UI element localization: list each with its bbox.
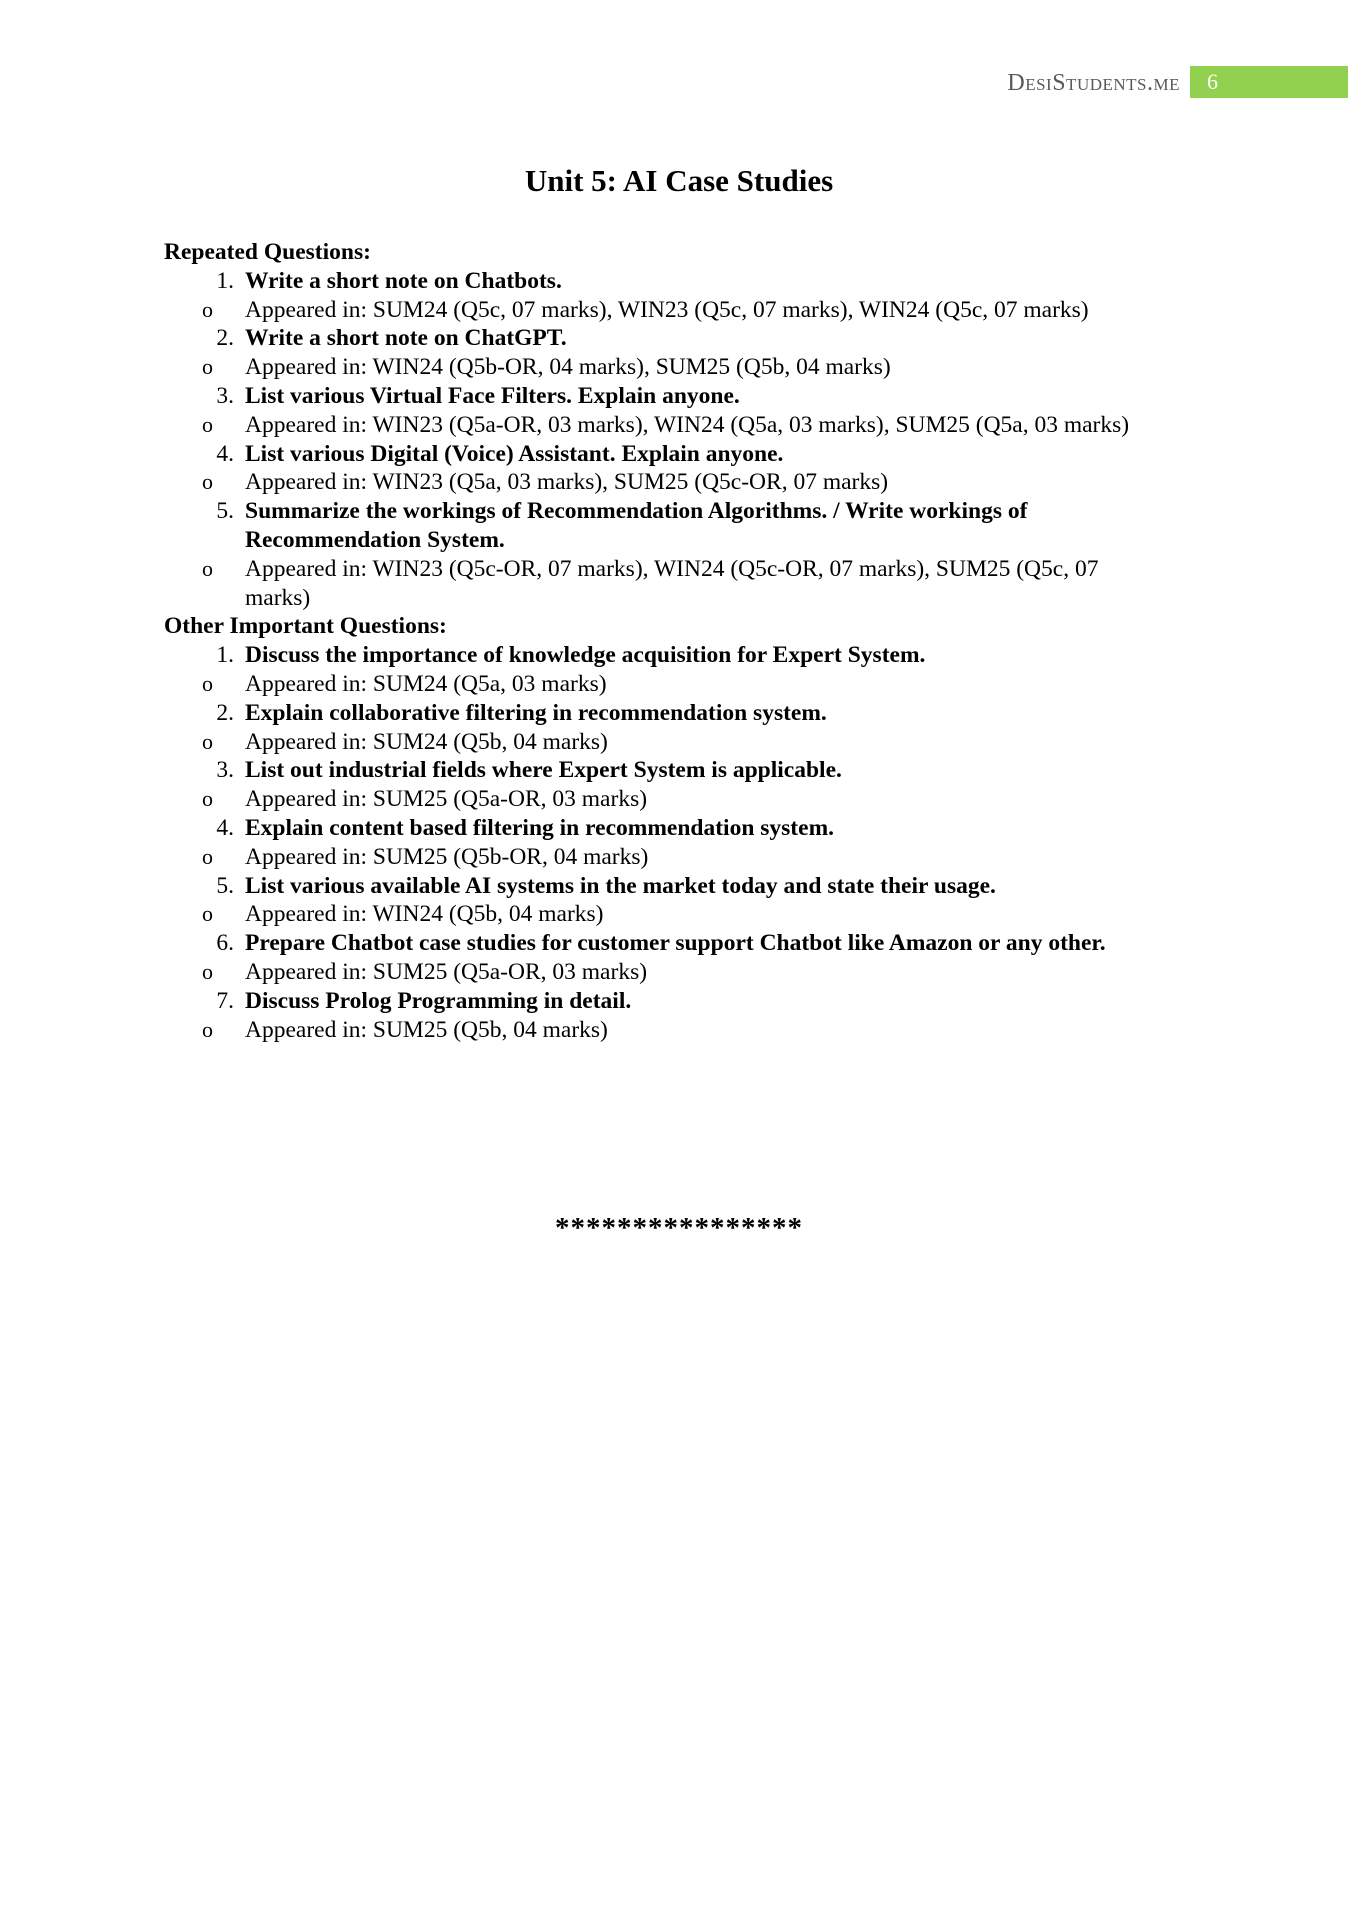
appeared-in-item <box>164 296 1184 325</box>
bullet-icon: o <box>202 843 213 869</box>
page-header <box>0 66 1358 100</box>
bullet-icon: o <box>202 411 213 437</box>
appeared-in-item <box>164 785 1184 814</box>
appeared-in-text: Appeared in: SUM25 (Q5b-OR, 04 marks) <box>245 843 649 870</box>
question-text: List various Virtual Face Filters. Explain anyone. <box>245 382 740 409</box>
question-list <box>164 267 1184 613</box>
appeared-in-item <box>164 411 1184 440</box>
bullet-icon: o <box>202 1016 213 1042</box>
question-text: Explain content based filtering in recommendation system. <box>245 814 835 841</box>
question-number: 3. <box>216 757 234 784</box>
bullet-icon: o <box>202 555 213 581</box>
bullet-icon: o <box>202 728 213 754</box>
question-item <box>164 440 1184 469</box>
page-number-badge: 6 <box>1190 66 1348 98</box>
section-other-important-questions <box>164 612 1184 1044</box>
question-list <box>164 641 1184 1044</box>
question-number: 2. <box>216 699 234 726</box>
appeared-in-text: Appeared in: WIN23 (Q5a, 03 marks), SUM25 (Q5c-OR, 07 marks) <box>245 469 889 496</box>
appeared-in-text: Appeared in: SUM25 (Q5a-OR, 03 marks) <box>245 786 648 813</box>
document-body <box>164 238 1184 1044</box>
question-item <box>164 987 1184 1016</box>
bullet-icon: o <box>202 958 213 984</box>
appeared-in-item <box>164 1016 1184 1045</box>
question-text: List out industrial fields where Expert System is applicable. <box>245 757 842 784</box>
question-item <box>164 497 1184 555</box>
question-item <box>164 756 1184 785</box>
question-text: Discuss Prolog Programming in detail. <box>245 987 632 1014</box>
question-item <box>164 267 1184 296</box>
bullet-icon: o <box>202 469 213 495</box>
bullet-icon: o <box>202 901 213 927</box>
question-item <box>164 382 1184 411</box>
question-number: 3. <box>216 382 234 409</box>
appeared-in-text: Appeared in: SUM24 (Q5a, 03 marks) <box>245 670 607 697</box>
appeared-in-item <box>164 353 1184 382</box>
appeared-in-item <box>164 900 1184 929</box>
section-repeated-questions <box>164 238 1184 612</box>
question-item <box>164 324 1184 353</box>
bullet-icon: o <box>202 670 213 696</box>
appeared-in-text: Appeared in: SUM24 (Q5b, 04 marks) <box>245 728 608 755</box>
appeared-in-item <box>164 670 1184 699</box>
appeared-in-text: Appeared in: SUM25 (Q5a-OR, 03 marks) <box>245 958 648 985</box>
appeared-in-text: Appeared in: WIN23 (Q5c-OR, 07 marks), WIN24 (Q5c-OR, 07 marks), SUM25 (Q5c, 07 marks) <box>245 555 1099 611</box>
appeared-in-text: Appeared in: WIN23 (Q5a-OR, 03 marks), WIN24 (Q5a, 03 marks), SUM25 (Q5a, 03 marks) <box>245 411 1130 438</box>
question-item <box>164 699 1184 728</box>
question-item <box>164 641 1184 670</box>
question-item <box>164 814 1184 843</box>
question-text: Explain collaborative filtering in recommendation system. <box>245 699 827 726</box>
appeared-in-item <box>164 728 1184 757</box>
question-text: Discuss the importance of knowledge acquisition for Expert System. <box>245 642 926 669</box>
appeared-in-item <box>164 958 1184 987</box>
appeared-in-text: Appeared in: SUM25 (Q5b, 04 marks) <box>245 1016 608 1043</box>
question-item <box>164 929 1184 958</box>
section-heading: Other Important Questions: <box>164 613 447 640</box>
appeared-in-item <box>164 468 1184 497</box>
appeared-in-text: Appeared in: WIN24 (Q5b, 04 marks) <box>245 901 604 928</box>
question-number: 4. <box>216 440 234 467</box>
question-text: Prepare Chatbot case studies for customer support Chatbot like Amazon or any other. <box>245 930 1106 957</box>
question-number: 5. <box>216 872 234 899</box>
question-number: 5. <box>216 498 234 525</box>
question-number: 7. <box>216 987 234 1014</box>
question-number: 1. <box>216 267 234 294</box>
question-text: List various Digital (Voice) Assistant. Explain anyone. <box>245 440 784 467</box>
question-text: Write a short note on ChatGPT. <box>245 325 567 352</box>
end-separator: **************** <box>555 1212 803 1244</box>
question-number: 1. <box>216 642 234 669</box>
question-number: 2. <box>216 325 234 352</box>
appeared-in-item <box>164 843 1184 872</box>
question-text: List various available AI systems in the market today and state their usage. <box>245 872 996 899</box>
bullet-icon: o <box>202 296 213 322</box>
appeared-in-item <box>164 555 1184 613</box>
question-item <box>164 872 1184 901</box>
page-title: Unit 5: AI Case Studies <box>524 163 834 198</box>
question-number: 4. <box>216 814 234 841</box>
question-text: Summarize the workings of Recommendation Algorithms. / Write workings of Recommendation System. <box>245 498 1028 553</box>
appeared-in-text: Appeared in: WIN24 (Q5b-OR, 04 marks), SUM25 (Q5b, 04 marks) <box>245 354 891 381</box>
bullet-icon: o <box>202 786 213 812</box>
appeared-in-text: Appeared in: SUM24 (Q5c, 07 marks), WIN23 (Q5c, 07 marks), WIN24 (Q5c, 07 marks) <box>245 296 1089 323</box>
section-heading: Repeated Questions: <box>164 239 371 265</box>
question-text: Write a short note on Chatbots. <box>245 267 562 294</box>
bullet-icon: o <box>202 354 213 380</box>
site-name: DesiStudents.me <box>1007 70 1180 96</box>
question-number: 6. <box>216 930 234 957</box>
